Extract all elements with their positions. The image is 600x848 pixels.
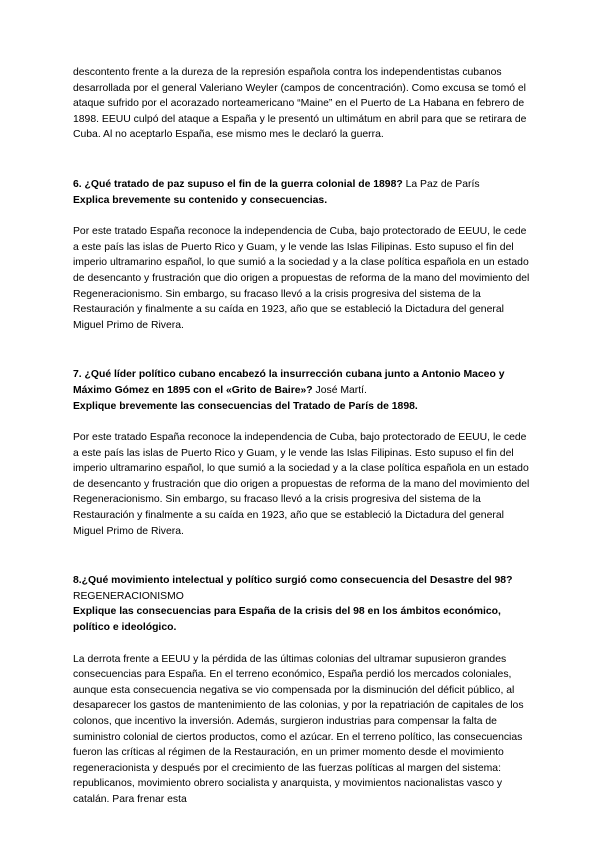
- question-text: 6. ¿Qué tratado de paz supuso el fin de la guerra colonial de 1898?: [73, 178, 403, 190]
- section-8: [73, 573, 533, 807]
- question-answer: La Paz de París: [402, 178, 480, 190]
- section-6: [73, 177, 533, 333]
- question-block: [73, 177, 533, 208]
- question-text: 7. ¿Qué líder político cubano encabezó la insurrección cubana junto a Antonio Maceo y Máximo Gómez en 1895 con el «Grito de Baire»?: [73, 369, 505, 396]
- intro-paragraph: descontento frente a la dureza de la represión española contra los independentistas cubanos desarrollada por el general Valeriano Weyler (campos de concentración). Como excusa se tomó el ataque sufrido por el acorazado norteamericano “Maine” en el Puerto de La Habana en febrero de 1898. EEUU culpó del ataque a España y le presentó un ultimátum en abril para que se retirara de Cuba. Al no aceptarlo España, ese mismo mes le declaró la guerra.: [73, 67, 527, 141]
- section-7: [73, 367, 533, 539]
- document-body: [73, 65, 533, 808]
- question-block: [73, 367, 533, 414]
- question-line: [73, 367, 533, 398]
- subquestion-text: Explique brevemente las consecuencias del Tratado de París de 1898.: [73, 400, 418, 412]
- question-text: 8.¿Qué movimiento intelectual y político surgió como consecuencia del Desastre del 98?: [73, 575, 513, 587]
- question-line: [73, 177, 533, 193]
- subquestion-text: Explica brevemente su contenido y consecuencias.: [73, 194, 328, 206]
- question-answer: José Martí.: [312, 384, 367, 396]
- question-answer: REGENERACIONISMO: [73, 590, 184, 602]
- section-body: Por este tratado España reconoce la independencia de Cuba, bajo protectorado de EEUU, le cede a este país las islas de Puerto Rico y Guam, y le vende las Islas Filipinas. Esto supuso el fin del imperio ultramarino español, lo que sumió a la sociedad y a la clase política española en un estado de desencanto y frustración que dio origen a propuestas de reforma de la mano del movimiento del Regeneracionismo. Sin embargo, su fracaso llevó a la crisis progresiva del sistema de la Restauración y finalmente a su caída en 1923, año que se estableció la Dictadura del general Miguel Primo de Rivera.: [73, 226, 530, 331]
- subquestion-text: Explique las consecuencias para España de la crisis del 98 en los ámbitos económico, político e ideológico.: [73, 606, 501, 634]
- question-line: [73, 573, 533, 604]
- question-block: [73, 573, 533, 635]
- section-body: Por este tratado España reconoce la independencia de Cuba, bajo protectorado de EEUU, le cede a este país las islas de Puerto Rico y Guam, y le vende las Islas Filipinas. Esto supuso el fin del imperio ultramarino español, lo que sumió a la sociedad y a la clase política española en un estado de desencanto y frustración que dio origen a propuestas de reforma de la mano del movimiento del Regeneracionismo. Sin embargo, su fracaso llevó a la crisis progresiva del sistema de la Restauración y finalmente a su caída en 1923, año que se estableció la Dictadura del general Miguel Primo de Rivera.: [73, 432, 530, 537]
- section-body: La derrota frente a EEUU y la pérdida de las últimas colonias del ultramar supusieron grandes consecuencias para España. En el terreno económico, España perdió los mercados coloniales, aunque esta consecuencia negativa se vio compensada por la disminución del déficit público, al desaparecer los gastos de mantenimiento de las colonias, y por la repatriación de capitales de los colonos, que incentivo la inversión. Además, surgieron industrias para compensar la falta de suministro colonial de ciertos productos, como el azúcar. En el terreno político, las consecuencias fueron las críticas al régimen de la Restauración, en un primer momento desde el movimiento regeneracionista y después por el crecimiento de las fuerzas políticas al margen del sistema: republicanos, movimiento obrero socialista y anarquista, y movimientos nacionalistas vasco y catalán. Para frenar esta: [73, 653, 524, 805]
